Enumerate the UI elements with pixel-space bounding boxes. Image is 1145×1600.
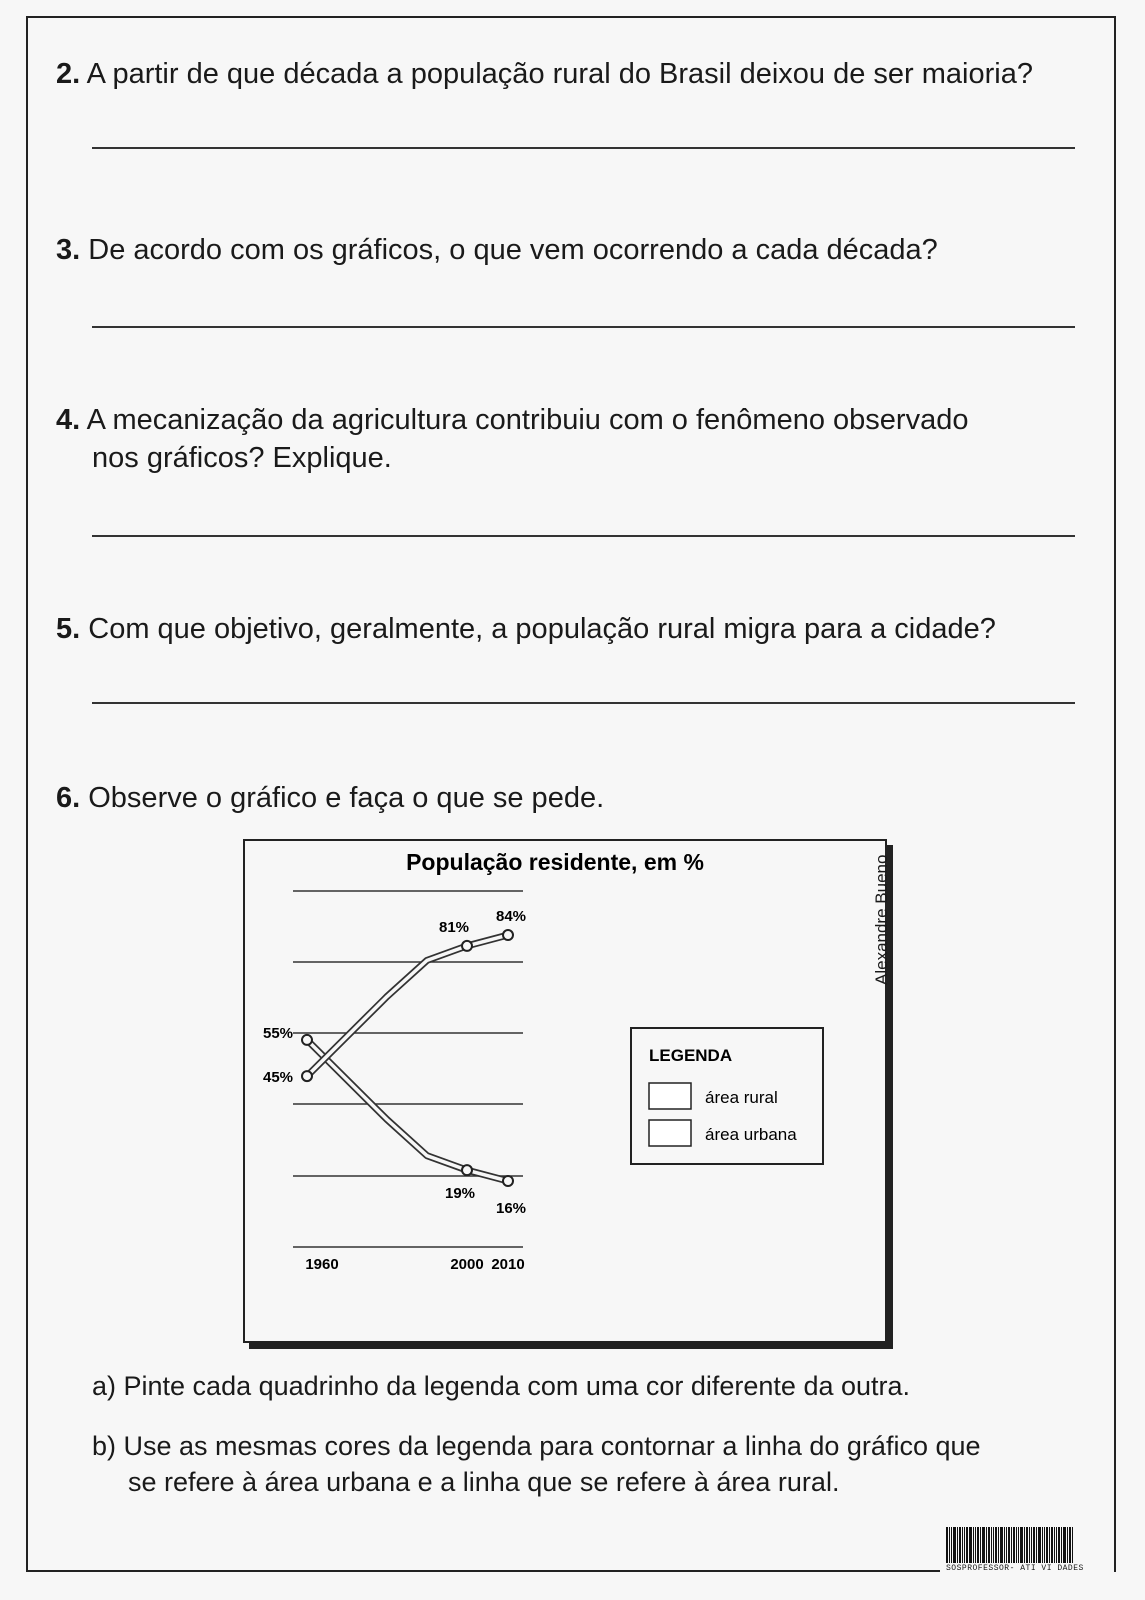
question-number: 5. — [56, 613, 81, 645]
question-2 — [56, 55, 1033, 93]
barcode-bar — [1018, 1527, 1019, 1563]
barcode-bar — [1029, 1527, 1030, 1563]
question-4 — [56, 401, 968, 477]
barcode-bar — [988, 1527, 990, 1563]
barcode-bar — [1061, 1527, 1062, 1563]
chart-panel — [243, 839, 887, 1343]
data-label: 45% — [263, 1069, 294, 1087]
barcode-bar — [959, 1527, 961, 1563]
barcode-bar — [998, 1527, 999, 1563]
barcode-bar — [977, 1527, 979, 1563]
barcode-bar — [986, 1527, 987, 1563]
answer-line-4[interactable] — [92, 535, 1075, 537]
data-point — [302, 1071, 312, 1081]
barcode-bar — [1026, 1527, 1028, 1563]
question-text-line2: nos gráficos? Explique. — [92, 442, 392, 474]
barcode-bar — [1020, 1527, 1023, 1563]
series-line-outline — [307, 935, 508, 1076]
barcode-bar — [1033, 1527, 1035, 1563]
barcode-bar — [1004, 1527, 1005, 1563]
line-chart — [245, 841, 885, 1341]
data-label: 84% — [496, 908, 527, 926]
legend-label-rural: área rural — [705, 1088, 778, 1107]
barcode-bar — [1046, 1527, 1048, 1563]
data-point — [503, 1176, 513, 1186]
legend-swatch-urban[interactable] — [649, 1120, 691, 1146]
answer-line-5[interactable] — [92, 702, 1075, 704]
question-text: Observe o gráfico e faça o que se pede. — [88, 782, 605, 814]
barcode-bar — [1013, 1527, 1015, 1563]
barcode-bar — [1063, 1527, 1066, 1563]
barcode-bar — [1058, 1527, 1060, 1563]
legend-label-urban: área urbana — [705, 1125, 797, 1144]
barcode-bar — [946, 1527, 948, 1563]
question-text: A partir de que década a população rural do Brasil deixou de ser maioria? — [86, 58, 1033, 90]
data-label: 55% — [263, 1024, 294, 1042]
barcode-bar — [980, 1527, 981, 1563]
data-label: 81% — [439, 918, 470, 936]
series-line-inner — [307, 1040, 508, 1181]
barcode-bar — [995, 1527, 997, 1563]
data-label: 16% — [496, 1200, 527, 1217]
legend-title: LEGENDA — [649, 1046, 733, 1065]
chart-credit: Alexandre Bueno — [872, 854, 891, 985]
barcode-bar — [993, 1527, 994, 1563]
sub-question-b-line2: se refere à área urbana e a linha que se refere à área rural. — [128, 1467, 840, 1497]
barcode-bar — [1000, 1527, 1003, 1563]
legend-swatch-rural[interactable] — [649, 1083, 691, 1109]
x-tick-label: 1960 — [305, 1256, 339, 1273]
barcode-bar — [1051, 1527, 1053, 1563]
barcode-bar — [1031, 1527, 1032, 1563]
barcode-bar — [1054, 1527, 1055, 1563]
answer-line-3[interactable] — [92, 326, 1075, 328]
barcode-bar — [969, 1527, 972, 1563]
barcode-bar — [1038, 1527, 1041, 1563]
sub-question-b — [92, 1428, 981, 1500]
barcode-bar — [949, 1527, 950, 1563]
x-tick-label: 2000 — [450, 1256, 484, 1273]
barcode-bar — [1036, 1527, 1037, 1563]
question-3 — [56, 231, 938, 269]
barcode-bar — [1056, 1527, 1057, 1563]
barcode-bar — [1011, 1527, 1012, 1563]
question-number: 6. — [56, 782, 81, 814]
barcode-text: SOSPROFESSOR- ATI VI DADES — [946, 1564, 1084, 1573]
barcode-bar — [991, 1527, 992, 1563]
barcode-bar — [1067, 1527, 1068, 1563]
question-number: 4. — [56, 404, 81, 436]
data-label: 19% — [445, 1185, 476, 1203]
barcode-bar — [1044, 1527, 1045, 1563]
question-text: Com que objetivo, geralmente, a população rural migra para a cidade? — [88, 613, 996, 645]
barcode-bar — [1008, 1527, 1010, 1563]
barcode-bar — [973, 1527, 974, 1563]
barcode-bar — [975, 1527, 976, 1563]
barcode-bar — [1049, 1527, 1050, 1563]
barcode-bar — [1016, 1527, 1017, 1563]
x-tick-label: 2010 — [491, 1256, 525, 1273]
barcode-bar — [1006, 1527, 1007, 1563]
question-text-line1: A mecanização da agricultura contribuiu com o fenômeno observado — [86, 404, 969, 436]
series-line-inner — [307, 935, 508, 1076]
question-number: 3. — [56, 234, 81, 266]
question-text: De acordo com os gráficos, o que vem ocorrendo a cada década? — [88, 234, 938, 266]
chart-title: População residente, em % — [406, 849, 704, 875]
barcode-bars — [946, 1527, 1096, 1563]
data-point — [462, 941, 472, 951]
barcode-bar — [1024, 1527, 1025, 1563]
answer-line-2[interactable] — [92, 147, 1075, 149]
question-6 — [56, 779, 604, 817]
barcode-bar — [1042, 1527, 1043, 1563]
barcode-bar — [957, 1527, 958, 1563]
barcode-bar — [1072, 1527, 1073, 1563]
question-5 — [56, 610, 996, 648]
data-point — [302, 1035, 312, 1045]
barcode-bar — [953, 1527, 956, 1563]
barcode-bar — [1069, 1527, 1071, 1563]
bottom-rule — [26, 1570, 940, 1572]
data-point — [462, 1165, 472, 1175]
sub-question-b-line1: b) Use as mesmas cores da legenda para contornar a linha do gráfico que — [92, 1431, 981, 1461]
barcode-bar — [982, 1527, 985, 1563]
barcode-bar — [964, 1527, 965, 1563]
barcode — [946, 1527, 1096, 1575]
question-number: 2. — [56, 58, 81, 90]
sub-question-a: a) Pinte cada quadrinho da legenda com uma cor diferente da outra. — [92, 1371, 911, 1401]
data-point — [503, 930, 513, 940]
barcode-bar — [962, 1527, 963, 1563]
barcode-bar — [966, 1527, 968, 1563]
series-line-outline — [307, 1040, 508, 1181]
barcode-bar — [951, 1527, 952, 1563]
